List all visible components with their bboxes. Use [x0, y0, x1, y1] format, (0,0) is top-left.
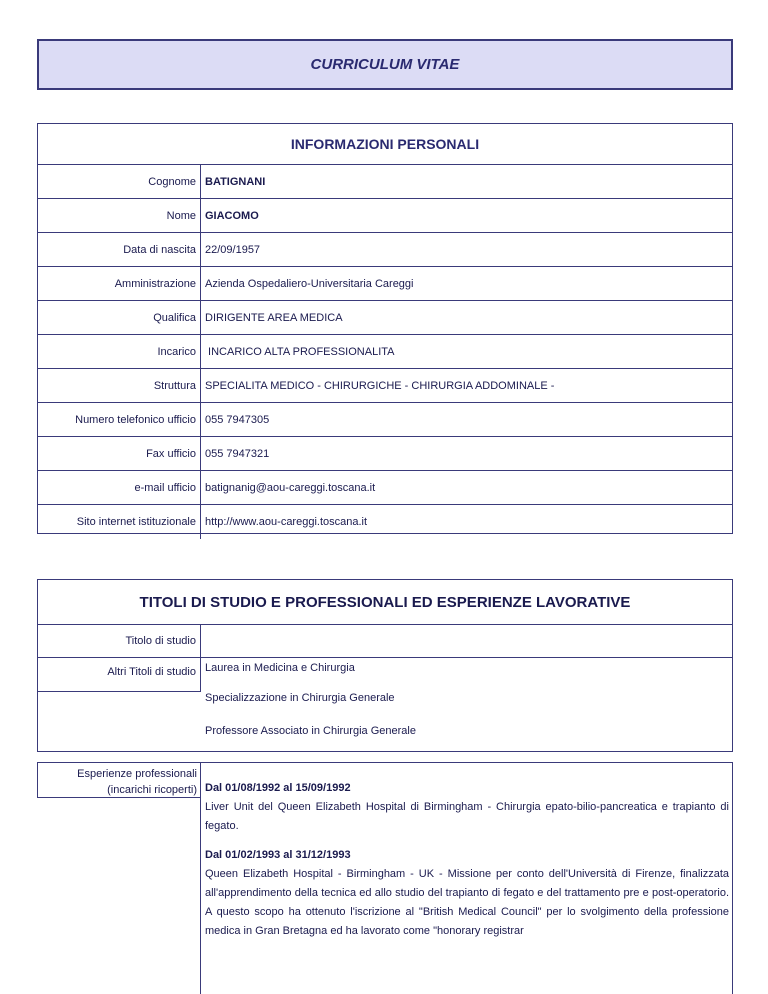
- table-row: [38, 301, 732, 335]
- administration-value: Azienda Ospedaliero-Universitaria Careggi: [205, 277, 414, 290]
- titles-heading: TITOLI DI STUDIO E PROFESSIONALI ED ESPERIENZE LAVORATIVE: [38, 580, 732, 625]
- field-label: Sito internet istituzionale: [38, 505, 201, 539]
- table-row: [38, 505, 732, 539]
- name-value: GIACOMO: [205, 209, 259, 222]
- cv-title: CURRICULUM VITAE: [310, 56, 460, 73]
- other-title-item: Specializzazione in Chirurgia Generale: [205, 692, 395, 704]
- experience-label-line: (incarichi ricoperti): [107, 784, 197, 796]
- table-row: [38, 369, 732, 403]
- table-row: [38, 471, 732, 505]
- study-title-label: Titolo di studio: [38, 625, 201, 657]
- table-row: [38, 199, 732, 233]
- table-row: [38, 625, 732, 658]
- structure-value: SPECIALITA MEDICO - CHIRURGICHE - CHIRURGIA ADDOMINALE -: [205, 379, 555, 392]
- experience-label-line: Esperienze professionali: [77, 768, 197, 780]
- table-row: [38, 267, 732, 301]
- field-label: Struttura: [38, 369, 201, 402]
- other-titles-label: Altri Titoli di studio: [38, 658, 201, 692]
- cv-header: [37, 39, 733, 90]
- experience-label: [37, 762, 201, 798]
- field-label: e-mail ufficio: [38, 471, 201, 504]
- surname-value: BATIGNANI: [205, 175, 266, 188]
- experience-list: [200, 762, 733, 994]
- list-item: [201, 836, 732, 941]
- field-label: Nome: [38, 199, 201, 232]
- table-row: [38, 437, 732, 471]
- field-label: Data di nascita: [38, 233, 201, 266]
- study-title-value: [201, 625, 205, 657]
- other-title-item: Professore Associato in Chirurgia Generale: [205, 725, 416, 737]
- experience-description: Queen Elizabeth Hospital - Birmingham - UK - Missione per conto dell'Università di Firenze, finalizzata all'apprendimento della tecnica ed allo studio del trapianto di fegato e del trattamento pre e post-operatorio. A questo scopo ha ottenuto l'iscrizione al "British Medical Council" per lo svolgimento della professione medica in Gran Bretagna ed ha lavorato come "honorary registrar: [205, 868, 729, 937]
- list-item: [201, 763, 732, 836]
- birthdate-value: 22/09/1957: [205, 243, 261, 256]
- personal-info-title: INFORMAZIONI PERSONALI: [38, 124, 732, 165]
- table-row: [38, 165, 732, 199]
- table-row: [38, 233, 732, 267]
- table-row: [38, 403, 732, 437]
- email-value[interactable]: batignanig@aou-careggi.toscana.it: [205, 481, 376, 494]
- other-title-item: Laurea in Medicina e Chirurgia: [205, 662, 355, 674]
- field-label: Numero telefonico ufficio: [38, 403, 201, 436]
- fax-value: 055 7947321: [205, 447, 270, 460]
- field-label: Incarico: [38, 335, 201, 368]
- table-row: [38, 335, 732, 369]
- personal-info-table: [37, 123, 733, 534]
- field-label: Cognome: [38, 165, 201, 198]
- titles-section: [37, 579, 733, 752]
- assignment-value: INCARICO ALTA PROFESSIONALITA: [205, 345, 395, 358]
- field-label: Amministrazione: [38, 267, 201, 300]
- field-label: Qualifica: [38, 301, 201, 334]
- experience-date: Dal 01/08/1992 al 15/09/1992: [205, 782, 351, 794]
- qualification-value: DIRIGENTE AREA MEDICA: [205, 311, 343, 324]
- phone-value: 055 7947305: [205, 413, 270, 426]
- experience-description: Liver Unit del Queen Elizabeth Hospital di Birmingham - Chirurgia epato-bilio-pancreatica e trapianto di fegato.: [205, 801, 729, 832]
- website-value[interactable]: http://www.aou-careggi.toscana.it: [205, 516, 368, 528]
- experience-date: Dal 01/02/1993 al 31/12/1993: [205, 849, 351, 861]
- field-label: Fax ufficio: [38, 437, 201, 470]
- table-row: [38, 658, 732, 692]
